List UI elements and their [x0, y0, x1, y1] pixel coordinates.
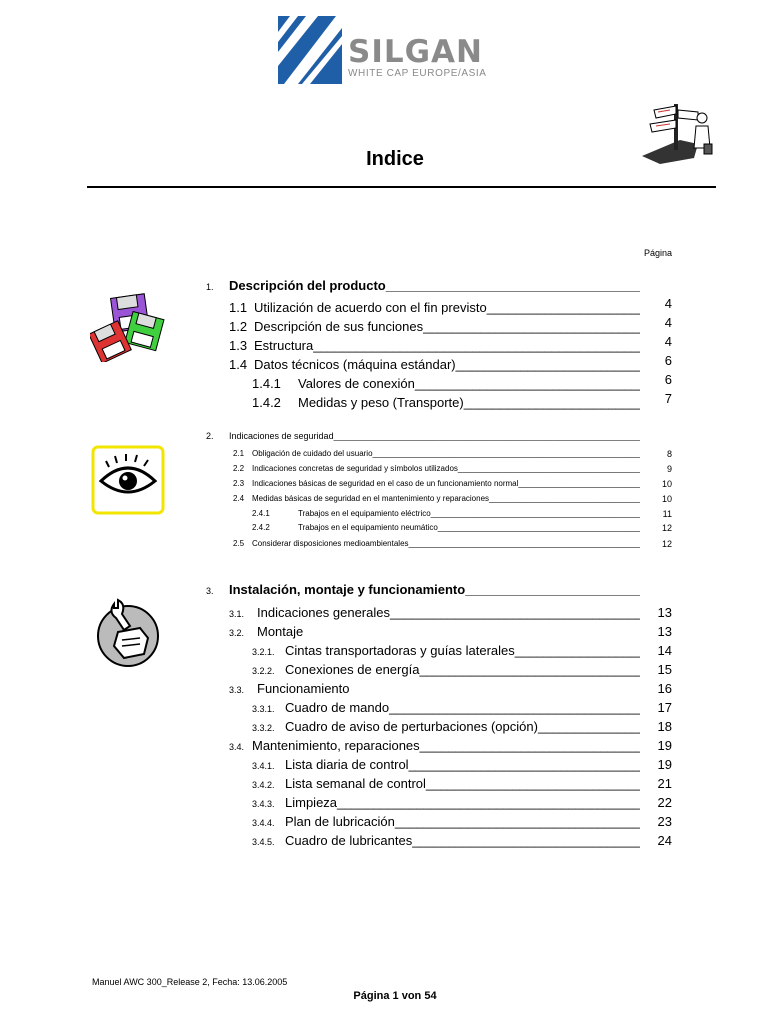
toc-page: 15: [657, 662, 672, 677]
toc-label: Considerar disposiciones medioambientales _____: [252, 539, 640, 548]
toc-number: 1.4.1: [252, 376, 281, 391]
toc-number: 2.1: [233, 449, 245, 458]
toc-label: Datos técnicos (máquina estándar) _____: [254, 357, 640, 372]
toc-label: Trabajos en el equipamiento neumático _____: [298, 523, 640, 532]
toc-number: 3.: [206, 586, 214, 596]
toc-number: 3.2.2.: [252, 666, 275, 676]
toc-number: 3.3.: [229, 685, 245, 695]
toc-page: 13: [657, 624, 672, 639]
toc-page: 19: [657, 757, 672, 772]
toc-entry[interactable]: [0, 643, 768, 663]
toc-number: 2.2: [233, 464, 245, 473]
toc-page: 24: [657, 833, 672, 848]
toc-label: Cintas transportadoras y guías laterales _____: [285, 643, 640, 658]
toc-label: Obligación de cuidado del usuario _____: [252, 449, 640, 458]
silgan-logo-icon: [278, 14, 344, 86]
toc-entry[interactable]: [0, 539, 768, 559]
toc-entry[interactable]: [0, 662, 768, 682]
toc-number: 3.4.3.: [252, 799, 275, 809]
footer-page-number: Página 1 von 54: [353, 990, 437, 1002]
toc-entry[interactable]: [0, 738, 768, 758]
toc-number: 2.: [206, 431, 214, 441]
toc-page: 10: [661, 479, 672, 489]
toc-label: Mantenimiento, reparaciones _____: [252, 738, 640, 753]
toc-page: 4: [664, 334, 672, 349]
toc-label: Plan de lubricación _____: [285, 814, 640, 829]
toc-entry[interactable]: [0, 776, 768, 796]
toc-page: 12: [661, 539, 672, 549]
toc-number: 1.1: [229, 300, 248, 315]
logo-subtitle: WHITE CAP EUROPE/ASIA: [348, 68, 487, 79]
toc-label: Indicaciones de seguridad _____: [229, 431, 640, 441]
toc-page: 6: [664, 372, 672, 387]
toc-entry[interactable]: [0, 833, 768, 853]
toc-page: 4: [664, 315, 672, 330]
toc-entry[interactable]: [0, 700, 768, 720]
logo-brand: SILGAN: [348, 34, 483, 70]
toc-entry[interactable]: [0, 795, 768, 815]
toc-label: Estructura _____: [254, 338, 640, 353]
toc-label: Cuadro de aviso de perturbaciones (opción) _____: [285, 719, 640, 734]
toc-page: 13: [657, 605, 672, 620]
toc-page: 18: [657, 719, 672, 734]
toc-page: 7: [664, 391, 672, 406]
toc-page: 22: [657, 795, 672, 810]
toc-number: 3.3.1.: [252, 704, 275, 714]
toc-number: 2.3: [233, 479, 245, 488]
toc-page: 4: [664, 296, 672, 311]
toc-label: Descripción de sus funciones _____: [254, 319, 640, 334]
toc-label: Montaje: [257, 624, 304, 639]
toc-entry[interactable]: [0, 681, 768, 701]
toc-section-2[interactable]: [0, 431, 768, 451]
toc-entry[interactable]: [0, 391, 768, 415]
toc-page: 23: [657, 814, 672, 829]
toc-number: 2.5: [233, 539, 245, 548]
toc-page: 10: [661, 494, 672, 504]
toc-number: 3.2.1.: [252, 647, 275, 657]
toc-page: 9: [666, 464, 672, 474]
toc-label: Medidas y peso (Transporte) _____: [298, 395, 640, 410]
toc-entry[interactable]: [0, 757, 768, 777]
toc-number: 3.1.: [229, 609, 245, 619]
toc-label: Cuadro de lubricantes _____: [285, 833, 640, 848]
toc-number: 1.: [206, 282, 214, 292]
toc-page: 21: [657, 776, 672, 791]
toc-number: 3.4.2.: [252, 780, 275, 790]
toc-label: Valores de conexión _____: [298, 376, 640, 391]
toc-entry[interactable]: [0, 719, 768, 739]
toc-number: 1.2: [229, 319, 248, 334]
toc-section-3[interactable]: [0, 582, 768, 602]
toc-number: 1.4.2: [252, 395, 281, 410]
toc-label: Indicaciones generales _____: [257, 605, 640, 620]
toc-entry[interactable]: [0, 624, 768, 644]
toc-number: 3.2.: [229, 628, 245, 638]
toc-number: 1.4: [229, 357, 248, 372]
toc-number: 2.4: [233, 494, 245, 503]
toc-number: 3.4.5.: [252, 837, 275, 847]
toc-section-1[interactable]: [0, 278, 768, 298]
toc-number: 3.4.: [229, 742, 245, 752]
footer-document-info: Manuel AWC 300_Release 2, Fecha: 13.06.2005: [92, 977, 288, 987]
toc-label: Trabajos en el equipamiento eléctrico _____: [298, 509, 640, 518]
silgan-logo: [278, 14, 498, 88]
title-rule: [87, 186, 716, 188]
toc-page: 8: [666, 449, 672, 459]
toc-number: 2.4.2: [252, 523, 270, 532]
toc-label: Conexiones de energía _____: [285, 662, 640, 677]
toc-number: 3.4.1.: [252, 761, 275, 771]
toc-entry[interactable]: [0, 814, 768, 834]
toc-page: 16: [657, 681, 672, 696]
toc-label: Utilización de acuerdo con el fin previsto _____: [254, 300, 640, 315]
toc-number: 2.4.1: [252, 509, 270, 518]
toc-label: Medidas básicas de seguridad en el mantenimiento y reparaciones _____: [252, 494, 640, 503]
toc-page: 11: [662, 509, 672, 519]
toc-label: Funcionamiento: [257, 681, 350, 696]
toc-label: Lista diaria de control _____: [285, 757, 640, 772]
toc-label: Lista semanal de control _____: [285, 776, 640, 791]
toc-page: 17: [657, 700, 672, 715]
toc-label: Instalación, montaje y funcionamiento _____: [229, 582, 640, 597]
toc-label: Limpieza _____: [285, 795, 640, 810]
page-title: Indice: [366, 148, 424, 170]
toc-number: 3.3.2.: [252, 723, 275, 733]
toc-number: 3.4.4.: [252, 818, 275, 828]
toc-label: Descripción del producto _____: [229, 278, 640, 293]
toc-label: Indicaciones concretas de seguridad y símbolos utilizados _____: [252, 464, 640, 473]
toc-page: 19: [657, 738, 672, 753]
toc-label: Cuadro de mando _____: [285, 700, 640, 715]
toc-entry[interactable]: [0, 605, 768, 625]
toc-number: 1.3: [229, 338, 248, 353]
toc-page: 12: [661, 523, 672, 533]
toc-page: 14: [657, 643, 672, 658]
page-column-label: Página: [643, 248, 672, 258]
toc-page: 6: [664, 353, 672, 368]
toc-label: Indicaciones básicas de seguridad en el caso de un funcionamiento normal _____: [252, 479, 640, 488]
